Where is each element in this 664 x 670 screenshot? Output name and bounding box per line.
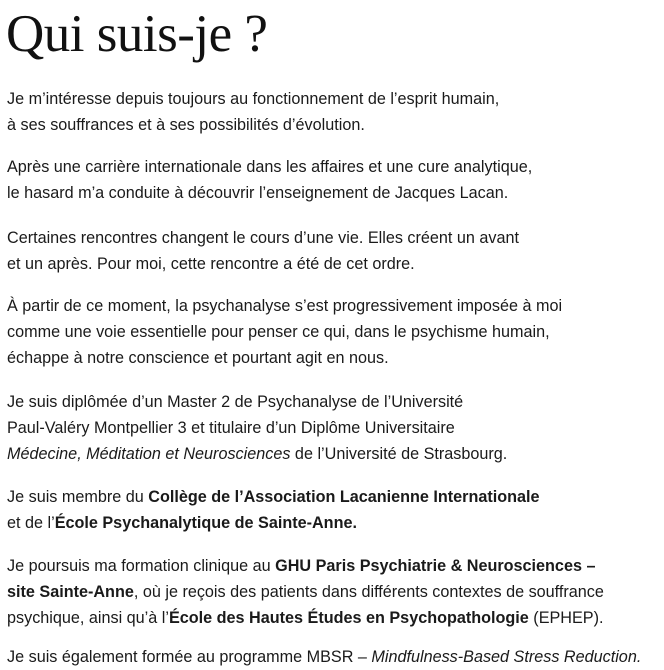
paragraph-line [7,644,641,670]
association-name: Collège de l’Association Lacanienne Internationale [148,488,540,506]
paragraph-line [7,605,604,631]
paragraph-line: échappe à notre conscience et pourtant agit en nous. [7,349,389,367]
paragraph-clinical-training [7,553,604,631]
training-text: , où je reçois des patients dans différents contextes de souffrance [133,583,604,601]
hospital-name: GHU Paris Psychiatrie & Neurosciences – [275,557,596,575]
mbsr-text: Je suis également formée au programme MBSR – [7,648,372,666]
paragraph-intro [7,86,499,138]
diploma-title: Médecine, Méditation et Neurosciences [7,445,291,463]
paragraph-line: le hasard m’a conduite à découvrir l’enseignement de Jacques Lacan. [7,184,509,202]
paragraph-career [7,154,532,206]
paragraph-psychoanalysis [7,293,562,371]
university-text: de l’Université de Strasbourg. [290,445,508,463]
paragraph-line: Certaines rencontres changent le cours d’une vie. Elles créent un avant [7,229,520,247]
paragraph-line: comme une voie essentielle pour penser ce qui, dans le psychisme humain, [7,323,550,341]
paragraph-line: Paul-Valéry Montpellier 3 et titulaire d’un Diplôme Universitaire [7,419,455,437]
membership-text: Je suis membre du [7,488,149,506]
paragraph-mbsr [7,644,641,670]
training-text: (EPHEP). [528,609,604,627]
paragraph-encounter [7,225,519,277]
paragraph-line: Après une carrière internationale dans les affaires et une cure analytique, [7,158,533,176]
paragraph-line [7,484,540,510]
training-text: Je poursuis ma formation clinique au [7,557,276,575]
paragraph-line [7,579,604,605]
training-text: psychique, ainsi qu’à l’ [7,609,169,627]
paragraph-memberships [7,484,540,536]
hospital-site: site Sainte-Anne [7,583,134,601]
membership-text: et de l’ [7,514,55,532]
school-name: École Psychanalytique de Sainte-Anne. [54,514,357,532]
paragraph-line: à ses souffrances et à ses possibilités d’évolution. [7,116,365,134]
paragraph-line: Je m’intéresse depuis toujours au fonctionnement de l’esprit humain, [7,90,500,108]
mbsr-program-name: Mindfulness-Based Stress Reduction. [371,648,642,666]
paragraph-line: Je suis diplômée d’un Master 2 de Psychanalyse de l’Université [7,393,464,411]
page-title: Qui suis-je ? [6,5,268,63]
paragraph-line [7,553,604,579]
paragraph-line: et un après. Pour moi, cette rencontre a été de cet ordre. [7,255,415,273]
paragraph-line [7,510,540,536]
paragraph-diplomas [7,389,507,467]
paragraph-line: À partir de ce moment, la psychanalyse s’est progressivement imposée à moi [7,297,563,315]
paragraph-line [7,441,507,467]
ephep-name: École des Hautes Études en Psychopathologie [168,609,529,627]
